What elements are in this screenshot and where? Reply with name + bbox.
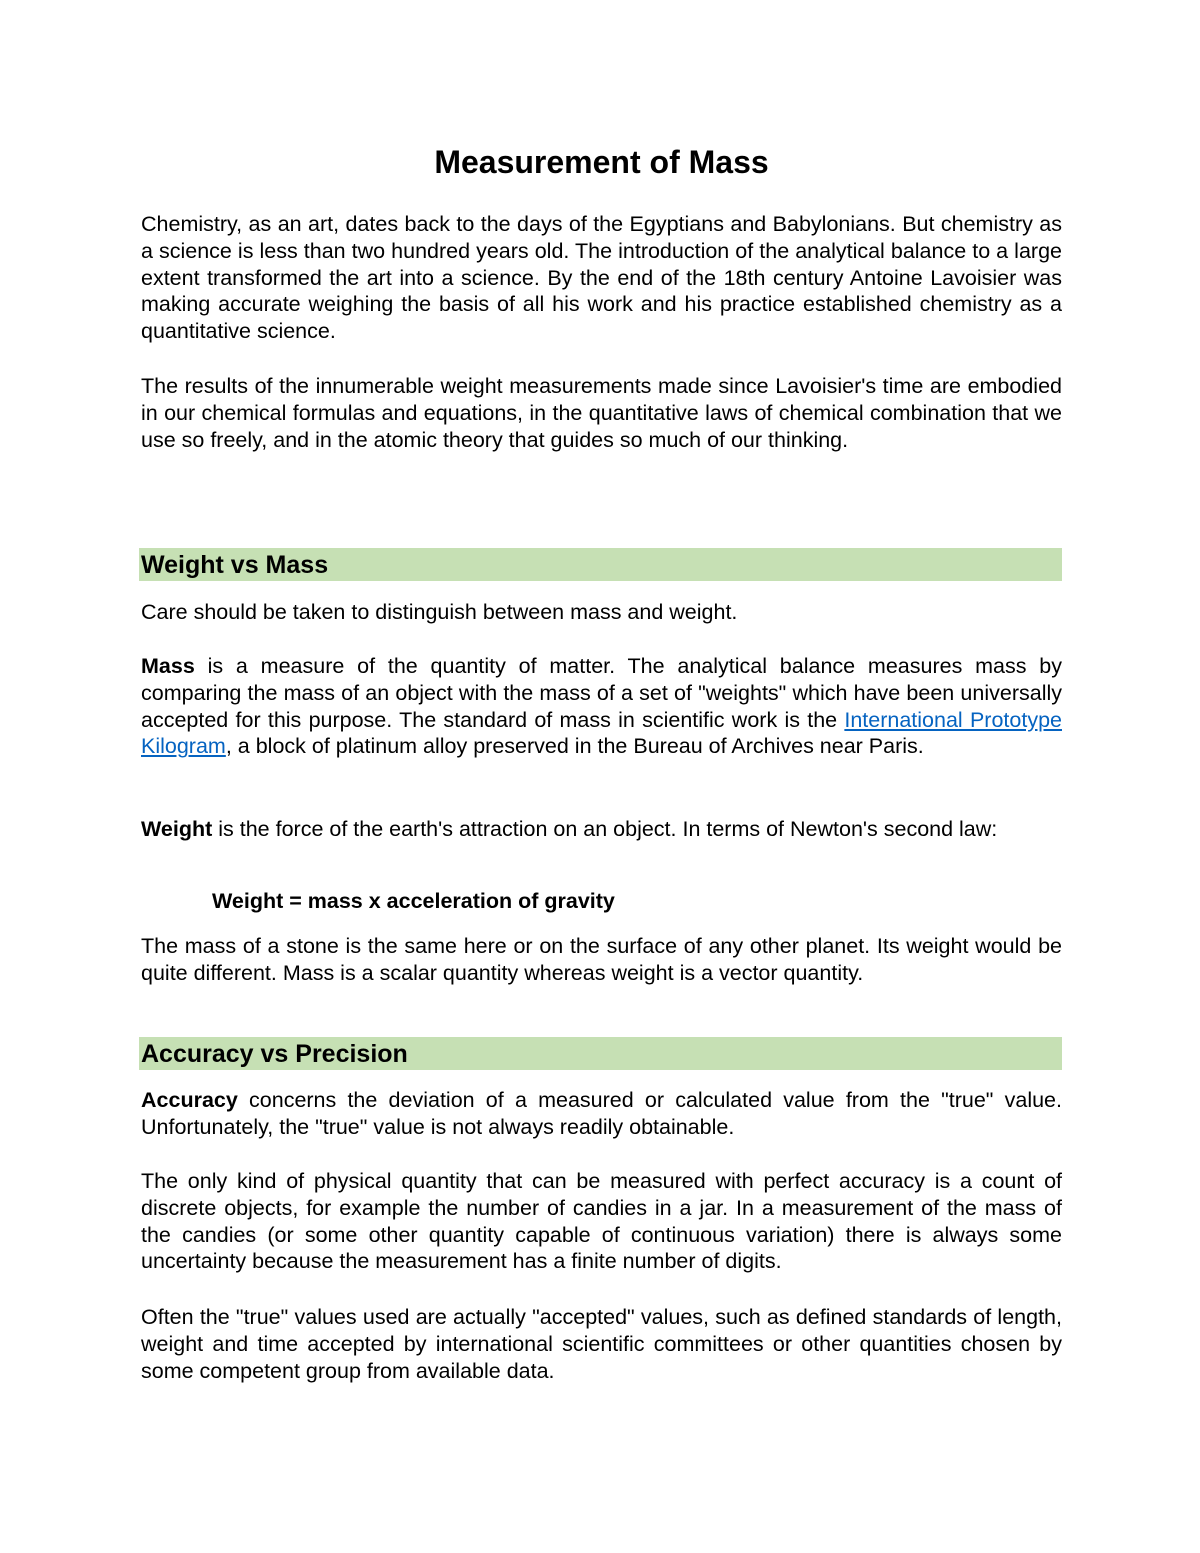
intro-paragraph-1: Chemistry, as an art, dates back to the days of the Egyptians and Babylonians. But chemistry as a science is less than two hundred years old. The introduction of the analytical balance to a large extent transformed the art into a science. By the end of the 18th century Antoine Lavoisier was making accurate weighing the basis of all his work and his practice established chemistry as a quantitative science. [141,212,1062,344]
mass-text-b: , a block of platinum alloy preserved in the Bureau of Archives near Paris. [225,734,924,759]
mass-vs-weight-paragraph: The mass of a stone is the same here or on the surface of any other planet. Its weight would be quite different. Mass is a scalar quantity whereas weight is a vector quantity. [141,934,1062,985]
international-prototype-kilogram-link[interactable]: International Prototype Kilogram [141,707,1062,759]
page-title: Measurement of Mass [434,144,769,180]
mass-definition-paragraph [141,653,1062,760]
accuracy-term: Accuracy [141,1088,238,1112]
intro-paragraph-2: The results of the innumerable weight measurements made since Lavoisier's time are embodied in our chemical formulas and equations, in the quantitative laws of chemical combination that we use so freely, and in the atomic theory that guides so much of our thinking. [141,374,1062,452]
section-heading-weight-vs-mass: Weight vs Mass [139,548,1062,581]
mass-term: Mass [141,654,195,678]
perfect-accuracy-paragraph: The only kind of physical quantity that can be measured with perfect accuracy is a count of discrete objects, for example the number of candies in a jar. In a measurement of the mass of the candies (or some other quantity capable of continuous variation) there is always some uncertainty because the measurement has a finite number of digits. [141,1169,1062,1274]
mass-text-a: is a measure of the quantity of matter. The analytical balance measures mass by comparing the mass of an object with the mass of a set of "weights" which have been universally accepted for this purpose. The standard of mass in scientific work is the [141,654,1062,732]
weight-mass-intro-paragraph: Care should be taken to distinguish between mass and weight. [141,600,738,624]
accepted-values-paragraph: Often the "true" values used are actually "accepted" values, such as defined standards of length, weight and time accepted by international scientific committees or other quantities chosen by some competent group from available data. [141,1305,1062,1383]
section-heading-accuracy-vs-precision: Accuracy vs Precision [139,1037,1062,1070]
accuracy-definition-paragraph [141,1087,1062,1141]
accuracy-text: concerns the deviation of a measured or calculated value from the "true" value. Unfortunately, the "true" value is not always readily obtainable. [141,1088,1062,1139]
weight-text: is the force of the earth's attraction on an object. In terms of Newton's second law: [212,817,998,841]
weight-term: Weight [141,817,213,841]
weight-definition-paragraph [141,816,1062,843]
weight-formula: Weight = mass x acceleration of gravity [212,889,615,913]
